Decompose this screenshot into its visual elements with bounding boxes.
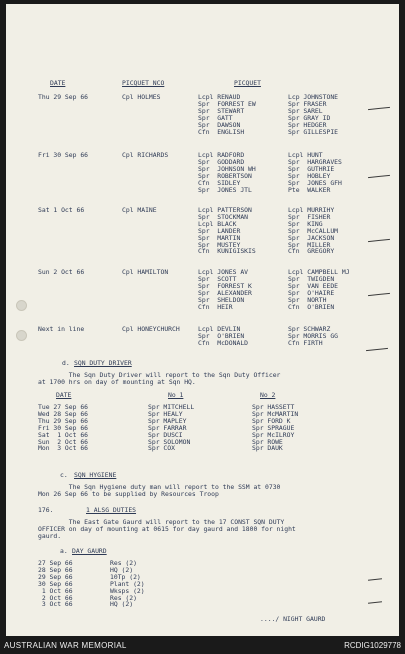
driver-no2-list: Spr HASSETT Spr McMARTIN Spr FORD K Spr SPRAGUE Spr McILROY Spr ROWE Spr DAUK [252,403,299,453]
section-176-heading: 1 ALSG DUTIES [86,506,137,514]
driver-header-no1: No 1 [168,391,184,399]
picquet-left-list: Lcpl RADFORD Spr GODDARD Spr JOHNSON WH Spr ROBERTSON Cfn SIDLEY Spr JONES JTL [198,151,256,194]
margin-mark [368,239,390,242]
margin-mark [368,175,390,178]
driver-header-no2: No 2 [260,391,276,399]
picquet-nco: Cpl HONEYCHURCH [122,325,180,333]
margin-mark [368,107,390,110]
picquet-right-list: Lcpl MURRIHY Spr FISHER Spr KING Spr McCALLUM Spr JACKSON Spr MILLER Cfn GREGORY [288,206,339,256]
picquet-nco: Cpl HAMILTON [122,268,169,276]
punch-hole [16,300,27,311]
day-guard-dates: 27 Sep 66 28 Sep 66 29 Sep 66 30 Sep 66 1 Oct 66 2 Oct 66 3 Oct 66 [38,559,73,609]
picquet-right-list: Spr SCHWARZ Spr MORRIS GG Cfn FIRTH [288,325,339,347]
picquet-date: Next in line [38,325,85,333]
picquet-right-list: Lcp JOHNSTONE Spr FRASER Spr SAREL Spr GRAY ID Spr HEDGER Spr GILLESPIE [288,93,339,136]
section-c-text: The Sqn Hygiene duty man will report to the SSM at 0730 Mon 26 Sep 66 to be supplied by Resources Troop [38,483,281,498]
margin-mark [368,578,382,580]
picquet-date: Fri 30 Sep 66 [38,151,89,159]
picquet-left-list: Lcpl PATTERSON Spr STOCKMAN Lcpl BLACK Spr LANDER Spr MARTIN Spr MUSTEY Cfn KUNIGISKIS [198,206,256,256]
section-c-heading: SQN HYGIENE [74,471,117,479]
col-header-date: DATE [50,79,66,87]
picquet-nco: Cpl HOLMES [122,93,161,101]
day-guard-heading: DAY GAURD [72,547,107,555]
section-d-text: The Sqn Duty Driver will report to the Sqn Duty Officer at 1700 hrs on day of mounting at Sqn HQ. [38,371,281,386]
picquet-nco: Cpl RICHARDS [122,151,169,159]
section-c-number: c. [60,471,68,479]
day-guard-number: a. [60,547,68,555]
picquet-right-list: Lcpl CAMPBELL MJ Spr TWIGDEN Spr VAN EEDE Spr O'HAIRE Spr NORTH Cfn O'BRIEN [288,268,350,311]
section-176-number: 176. [38,506,54,514]
archive-footer [0,638,405,654]
section-d-heading: SQN DUTY DRIVER [74,359,132,367]
driver-header-date: DATE [56,391,72,399]
driver-dates: Tue 27 Sep 66 Wed 28 Sep 66 Thu 29 Sep 66 Fri 30 Sep 66 Sat 1 Oct 66 Sun 2 Oct 66 Mon 3 Oct 66 [38,403,89,453]
section-176-text: The East Gate Gaurd will report to the 17 CONST SQN DUTY OFFICER on day of mounting at 0615 for day gaurd and 1800 for night gaurd. [38,518,296,540]
punch-hole [16,330,27,341]
picquet-left-list: Lcpl JONES AV Spr SCOTT Spr FORREST K Spr ALEXANDER Spr SHELDON Cfn HEIR [198,268,252,311]
margin-mark [368,601,382,603]
continuation-note: ..../ NIGHT GAURD [260,615,326,623]
col-header-picquet: PICQUET [234,79,261,87]
picquet-left-list: Lcpl RENAUD Spr FORREST EW Spr STEWART Spr GATT Spr DAWSON Cfn ENGLISH [198,93,256,136]
section-d-number: d. [62,359,70,367]
archive-reference: RCDIG1029778 [344,641,401,650]
archive-name: AUSTRALIAN WAR MEMORIAL [4,641,127,650]
margin-mark [366,348,388,351]
picquet-right-list: Lcpl HUNT Spr HARGRAVES Spr GUTHRIE Spr HOBLEY Spr JONES GFH Pte WALKER [288,151,342,194]
col-header-picquet-nco: PICQUET NCO [122,79,165,87]
document-page [6,4,399,636]
picquet-nco: Cpl MAINE [122,206,157,214]
driver-no1-list: Spr MITCHELL Spr HEALY Spr MAPLEY Spr FARRAR Spr DUSCI Spr SOLOMON Spr COX [148,403,195,453]
margin-mark [368,293,390,296]
picquet-date: Sun 2 Oct 66 [38,268,85,276]
day-guard-units: Res (2) HQ (2) 10Tp (2) Plant (2) Wksps (2) Res (2) HQ (2) [110,559,145,609]
picquet-left-list: Lcpl DEVLIN Spr O'BRIEN Cfn McDONALD [198,325,249,347]
picquet-date: Sat 1 Oct 66 [38,206,85,214]
picquet-date: Thu 29 Sep 66 [38,93,89,101]
